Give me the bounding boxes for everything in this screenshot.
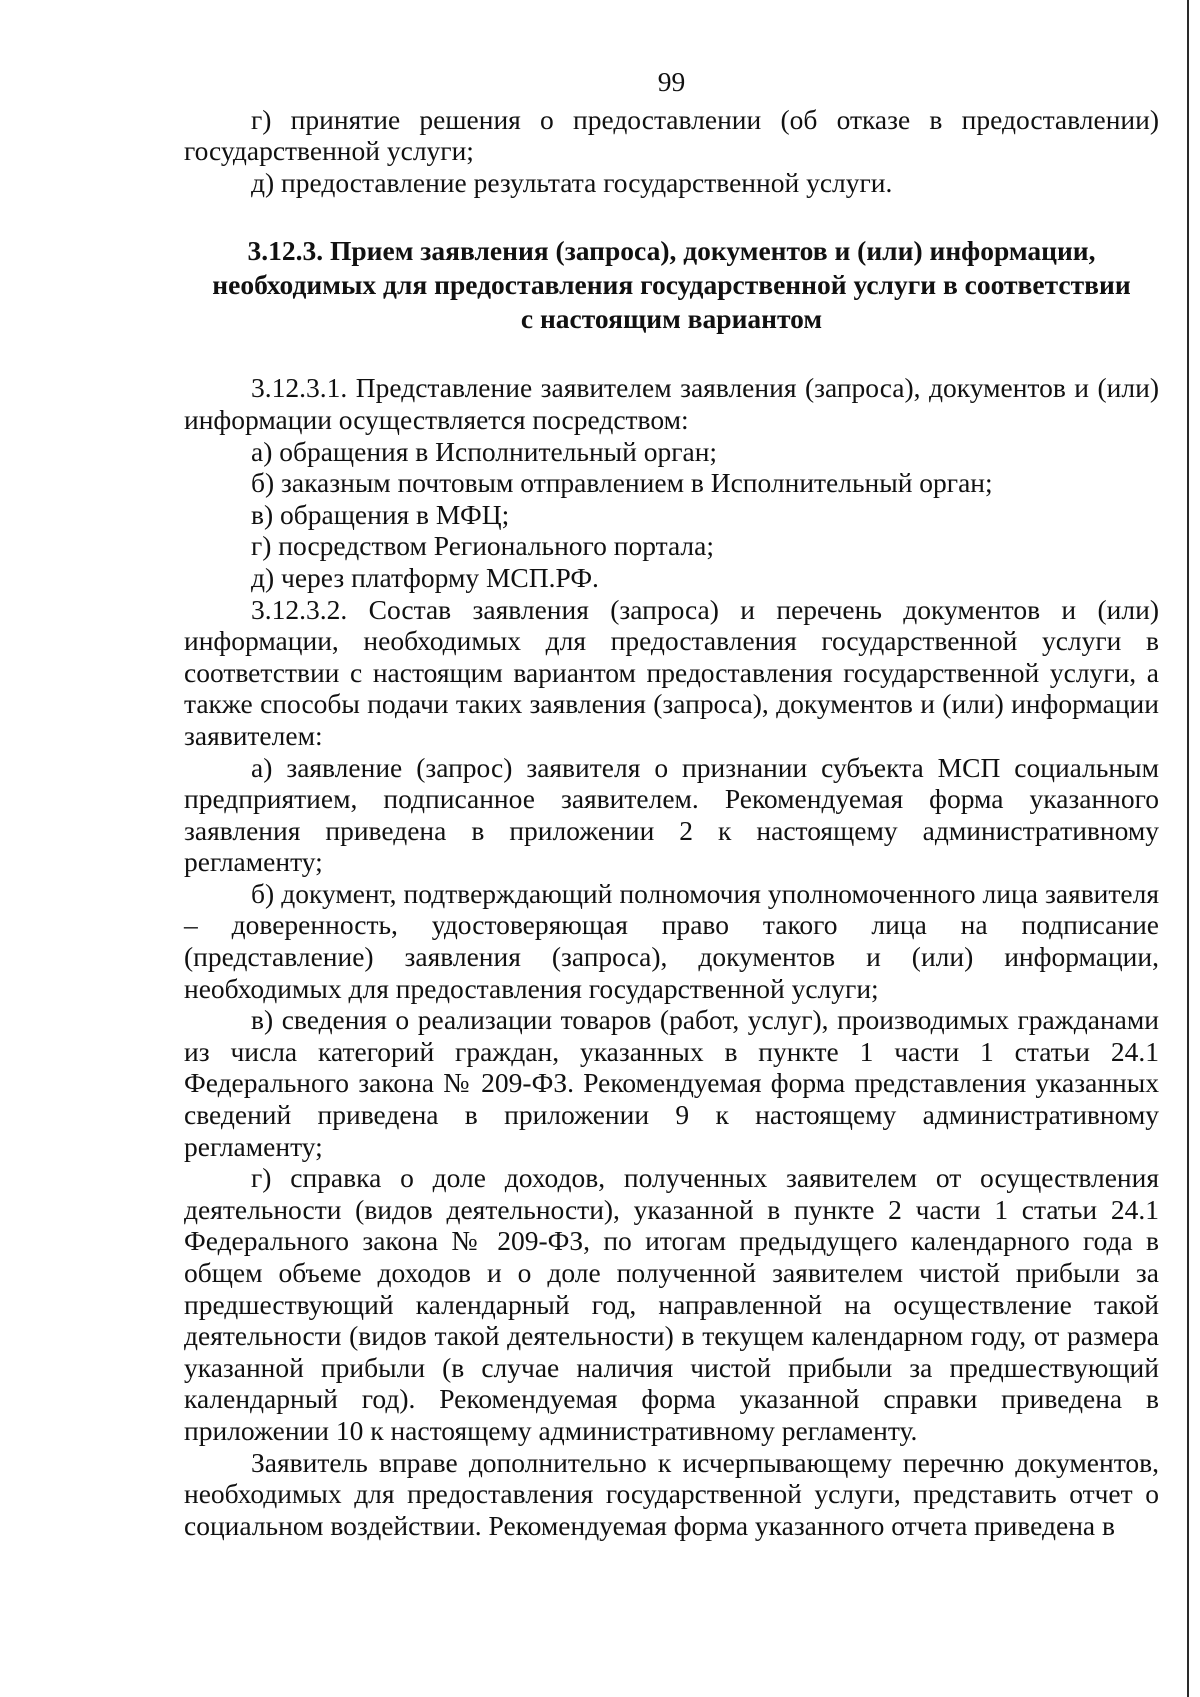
intro-item-g: г) принятие решения о предоставлении (об отказе в предоставлении) государственной услуги; xyxy=(184,103,1159,167)
clause-2-item-b: б) документ, подтверждающий полномочия уполномоченного лица заявителя – доверенность, удостоверяющая право такого лица на подписание (представление) заявления (запроса), документов и (или) информации, необходимых для предоставления государственной услуги; xyxy=(184,877,1159,1004)
closing-paragraph: Заявитель вправе дополнительно к исчерпывающему перечню документов, необходимых для предоставления государственной услуги, представить отчет о социальном воздействии. Рекомендуемая форма указанного отчета приведена в xyxy=(184,1446,1159,1541)
section-heading-line-3: с настоящим вариантом xyxy=(520,303,823,335)
clause-2-item-a: а) заявление (запрос) заявителя о признании субъекта МСП социальным предприятием, подписанное заявителем. Рекомендуемая форма указанного заявления приведена в приложении 2 к настоящему административному регламенту; xyxy=(184,751,1159,878)
clause-3-12-3-1: 3.12.3.1. Представление заявителем заявления (запроса), документов и (или) информации осуществляется посредством: xyxy=(184,372,1159,435)
scan-edge-line xyxy=(1187,0,1189,1697)
clause-2-item-v: в) сведения о реализации товаров (работ, услуг), производимых гражданами из числа категорий граждан, указанных в пункте 1 части 1 статьи 24.1 Федерального закона № 209-ФЗ. Рекомендуемая форма представления указанных сведений приведена в приложении 9 к настоящему административному регламенту; xyxy=(184,1004,1159,1162)
page-content xyxy=(184,66,1159,1541)
section-heading xyxy=(184,234,1159,336)
clause-1-item-d: д) через платформу МСП.РФ. xyxy=(251,561,599,593)
page-number: 99 xyxy=(657,66,686,97)
section-heading-line-1: 3.12.3. Прием заявления (запроса), документов и (или) информации, xyxy=(247,235,1096,267)
clause-1-item-b: б) заказным почтовым отправлением в Исполнительный орган; xyxy=(251,467,993,499)
clause-3-12-3-2: 3.12.3.2. Состав заявления (запроса) и перечень документов и (или) информации, необходимых для предоставления государственной услуги в соответствии с настоящим вариантом предоставления государственной услуги, а также способы подачи таких заявления (запроса), документов и (или) информации заявителем: xyxy=(184,593,1159,751)
clause-1-item-v: в) обращения в МФЦ; xyxy=(251,498,510,530)
clause-2-item-g: г) справка о доле доходов, полученных заявителем от осуществления деятельности (видов деятельности), указанной в пункте 2 части 1 статьи 24.1 Федерального закона № 209-ФЗ, по итогам предыдущего календарного года в общем объеме доходов и о доле полученной заявителем чистой прибыли за предшествующий календарный год, направленной на осуществление такой деятельности (видов такой деятельности) в текущем календарном году, от размера указанной прибыли (в случае наличия чистой прибыли за предшествующий календарный год). Рекомендуемая форма указанной справки приведена в приложении 10 к настоящему административному регламенту. xyxy=(184,1162,1159,1446)
clause-1-item-g: г) посредством Регионального портала; xyxy=(251,530,715,562)
section-heading-line-2: необходимых для предоставления государственной услуги в соответствии xyxy=(212,269,1131,301)
clause-1-item-a: а) обращения в Исполнительный орган; xyxy=(251,435,718,467)
intro-item-d: д) предоставление результата государственной услуги. xyxy=(251,166,893,198)
